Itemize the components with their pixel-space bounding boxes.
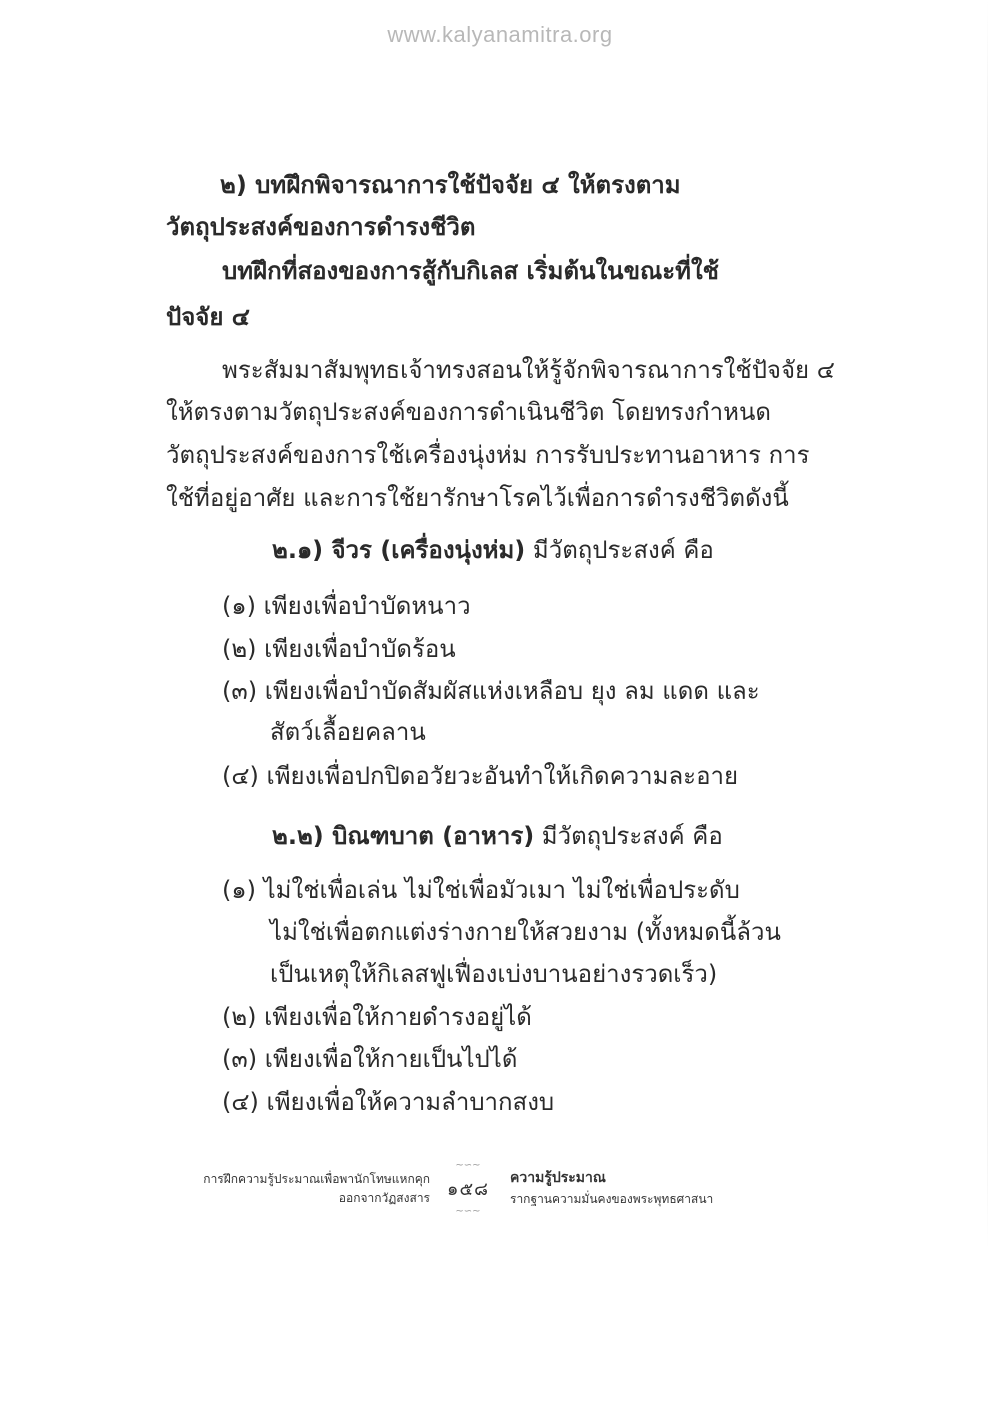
section-2-heading [272,822,723,851]
intro-line-4: ใช้ที่อยู่อาศัย และการใช้ยารักษาโรคไว้เพื่อการดำรงชีวิตดังนี้ [166,484,789,512]
intro-line-1: พระสัมมาสัมพุทธเจ้าทรงสอนให้รู้จักพิจารณาการใช้ปัจจัย ๔ [222,356,835,384]
section-1-item-2: (๒) เพียงเพื่อบำบัดร้อน [222,635,456,663]
section-1-heading-bold: ๒.๑) จีวร (เครื่องนุ่งห่ม) [272,536,526,564]
heading-line-3: บทฝึกที่สองของการสู้กับกิเลส เริ่มต้นในขณะที่ใช้ [222,257,719,285]
section-1-item-3-cont: สัตว์เลื้อยคลาน [270,718,426,746]
section-2-item-3: (๓) เพียงเพื่อให้กายเป็นไปได้ [222,1045,518,1073]
section-1-item-1: (๑) เพียงเพื่อบำบัดหนาว [222,592,471,620]
section-2-heading-rest: มีวัตถุประสงค์ คือ [534,822,723,850]
section-1-heading [272,536,714,565]
heading-line-1: ๒) บทฝึกพิจารณาการใช้ปัจจัย ๔ ให้ตรงตาม [220,171,681,199]
heading-line-2: วัตถุประสงค์ของการดำรงชีวิต [166,213,476,241]
section-2-heading-bold: ๒.๒) บิณฑบาต (อาหาร) [272,822,535,850]
section-2-item-1-cont-1: ไม่ใช่เพื่อตกแต่งร่างกายให้สวยงาม (ทั้งหมดนี้ล้วน [270,918,781,946]
footer-ornament-bottom: ~∽~ [455,1206,481,1217]
section-2-item-2: (๒) เพียงเพื่อให้กายดำรงอยู่ได้ [222,1003,532,1031]
footer-left-caption [203,1170,430,1207]
page-edge-shadow [987,0,988,1250]
intro-line-2: ให้ตรงตามวัตถุประสงค์ของการดำเนินชีวิต โดยทรงกำหนด [166,398,771,426]
section-1-heading-rest: มีวัตถุประสงค์ คือ [525,536,714,564]
footer-left-line-1: การฝึกความรู้ประมาณเพื่อพานักโทษแหกคุก [203,1172,430,1186]
section-1-item-4: (๔) เพียงเพื่อปกปิดอวัยวะอันทำให้เกิดความละอาย [222,762,739,790]
section-2-item-1: (๑) ไม่ใช่เพื่อเล่น ไม่ใช่เพื่อมัวเมา ไม่ใช่เพื่อประดับ [222,876,740,904]
footer-right-title: ความรู้ประมาณ [510,1170,606,1186]
page-number: ๑๕๘ [447,1179,489,1200]
footer-right-subtitle: รากฐานความมั่นคงของพระพุทธศาสนา [510,1191,714,1206]
section-2-item-1-cont-2: เป็นเหตุให้กิเลสฟูเฟื่องเบ่งบานอย่างรวดเร็ว) [270,960,718,988]
footer-ornament-top: ~∽~ [455,1160,481,1171]
footer-right-caption [510,1168,713,1208]
intro-line-3: วัตถุประสงค์ของการใช้เครื่องนุ่งห่ม การรับประทานอาหาร การ [166,441,810,469]
section-2-item-4: (๔) เพียงเพื่อให้ความลำบากสงบ [222,1088,555,1116]
page-footer [0,1160,1000,1220]
section-1-item-3: (๓) เพียงเพื่อบำบัดสัมผัสแห่งเหลือบ ยุง ลม แดด และ [222,677,760,705]
footer-left-line-2: ออกจากวัฏสงสาร [338,1190,430,1205]
heading-line-4: ปัจจัย ๔ [166,303,250,331]
watermark-url: www.kalyanamitra.org [387,22,613,47]
